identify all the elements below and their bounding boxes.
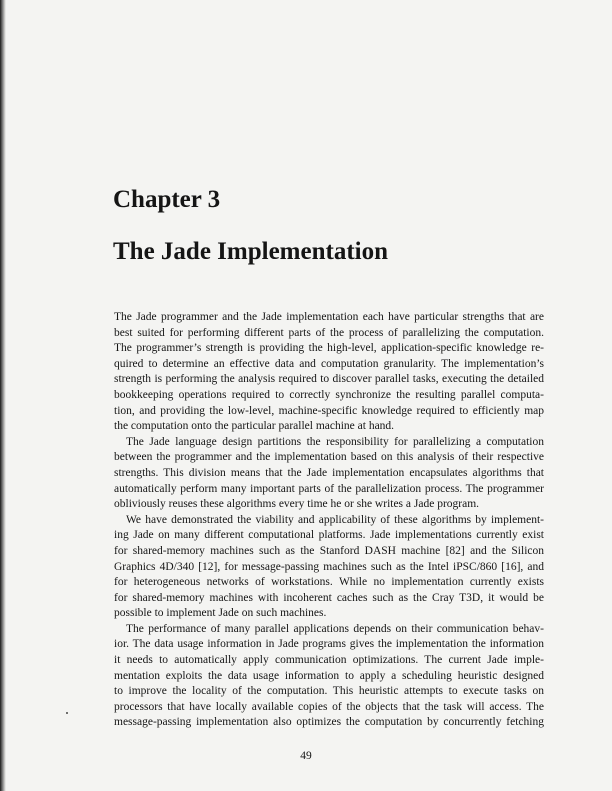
body-line: ior. The data usage information in Jade programs gives the implementation the information (114, 638, 544, 651)
body-line: strength is performing the analysis required to discover parallel tasks, executing the detailed (114, 373, 544, 386)
chapter-label: Chapter 3 (113, 186, 221, 213)
body-line: message-passing implementation also optimizes the computation by concurrently fetching (114, 716, 544, 729)
body-line: obliviously reuses these algorithms every time he or she writes a Jade program. (114, 498, 480, 511)
body-line: between the programmer and the implementation based on this analysis of their respective (114, 451, 544, 464)
body-line: to improve the locality of the computation. This heuristic attempts to execute tasks on (114, 685, 544, 698)
body-line: the computation onto the particular parallel machine at hand. (114, 420, 395, 433)
body-line: mentation exploits the data usage information to apply a scheduling heuristic designed (114, 669, 544, 682)
body-line: tion, and providing the low-level, machine-specific knowledge required to efficiently map (114, 404, 544, 417)
body-line: processors that have locally available copies of the objects that the task will access. The (114, 700, 544, 713)
body-line: The Jade language design partitions the responsibility for parallelizing a computation (126, 435, 544, 448)
body-line: automatically perform many important parts of the parallelization process. The programmer (114, 482, 544, 495)
body-line: for shared-memory machines with incoherent caches such as the Cray T3D, it would be (114, 591, 544, 604)
body-line: best suited for performing different parts of the process of parallelizing the computation. (114, 326, 544, 339)
body-line: The programmer’s strength is providing the high-level, application-specific knowledge re- (114, 342, 544, 355)
chapter-title: The Jade Implementation (113, 238, 388, 265)
body-line: possible to implement Jade on such machines. (114, 607, 327, 620)
body-line: it needs to automatically apply communication optimizations. The current Jade imple- (114, 654, 544, 667)
scan-speck (66, 712, 68, 714)
body-text (114, 310, 544, 731)
page-number: 49 (300, 750, 312, 762)
body-line: The Jade programmer and the Jade implementation each have particular strengths that are (114, 311, 544, 323)
body-line: strengths. This division means that the Jade implementation encapsulates algorithms that (114, 466, 544, 479)
scan-edge (0, 0, 6, 791)
body-line: for shared-memory machines such as the Stanford DASH machine [82] and the Silicon (114, 544, 544, 557)
body-line: We have demonstrated the viability and applicability of these algorithms by implement- (126, 513, 544, 526)
body-line: The performance of many parallel applications depends on their communication behav- (126, 622, 544, 635)
body-line: for heterogeneous networks of workstations. While no implementation currently exists (114, 576, 544, 589)
body-line: ing Jade on many different computational platforms. Jade implementations currently exist (114, 529, 544, 542)
body-line: Graphics 4D/340 [12], for message-passing machines such as the Intel iPSC/860 [16], and (114, 560, 544, 573)
body-line: bookkeeping operations required to correctly synchronize the resulting parallel computa- (114, 388, 544, 401)
body-line: quired to determine an effective data and computation granularity. The implementation’s (114, 357, 544, 370)
